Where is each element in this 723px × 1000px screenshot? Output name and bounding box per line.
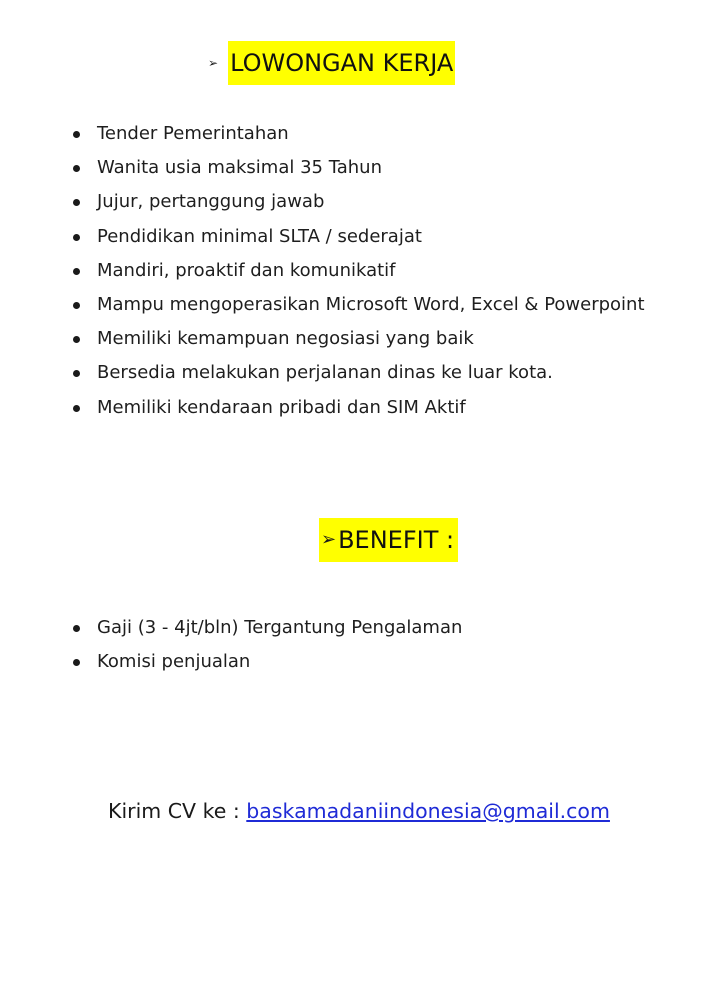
list-item: [72, 117, 645, 151]
bullet-dot-icon: [73, 268, 80, 275]
job-heading: [208, 41, 455, 85]
list-item: [72, 322, 645, 356]
list-item: [72, 645, 462, 679]
contact-line: [108, 795, 610, 827]
requirement-text: Bersedia melakukan perjalanan dinas ke luar kota.: [97, 362, 553, 384]
email-link[interactable]: baskamadaniindonesia@gmail.com: [246, 799, 610, 823]
requirement-text: Memiliki kendaraan pribadi dan SIM Aktif: [97, 396, 466, 418]
list-item: [72, 356, 645, 390]
bullet-dot-icon: [73, 302, 80, 309]
benefits-list: [72, 611, 462, 679]
job-heading-title: LOWONGAN KERJA: [228, 41, 455, 85]
bullet-dot-icon: [73, 199, 80, 206]
requirement-text: Jujur, pertanggung jawab: [97, 191, 325, 213]
list-item: [72, 611, 462, 645]
bullet-dot-icon: [73, 165, 80, 172]
list-item: [72, 254, 645, 288]
requirement-text: Tender Pemerintahan: [97, 123, 289, 144]
list-item: [72, 391, 645, 425]
arrow-bullet-icon: ➢: [208, 56, 219, 70]
bullet-dot-icon: [73, 370, 80, 377]
benefit-text: Komisi penjualan: [97, 651, 251, 673]
list-item: [72, 288, 645, 322]
requirement-text: Mandiri, proaktif dan komunikatif: [97, 259, 396, 281]
list-item: [72, 185, 645, 219]
benefit-text: Gaji (3 - 4jt/bln) Tergantung Pengalaman: [97, 617, 463, 638]
benefit-heading-title: BENEFIT :: [338, 526, 455, 554]
benefit-heading-highlight: [319, 518, 458, 562]
requirements-list: [72, 117, 645, 425]
requirement-text: Mampu mengoperasikan Microsoft Word, Excel & Powerpoint: [97, 293, 645, 315]
bullet-dot-icon: [73, 234, 80, 241]
list-item: [72, 151, 645, 185]
bullet-dot-icon: [73, 659, 80, 666]
bullet-dot-icon: [73, 405, 80, 412]
benefit-heading: [319, 518, 458, 562]
requirement-text: Wanita usia maksimal 35 Tahun: [97, 157, 382, 179]
arrow-bullet-icon: ➢: [321, 529, 337, 550]
bullet-dot-icon: [73, 336, 80, 343]
list-item: [72, 220, 645, 254]
bullet-dot-icon: [73, 625, 80, 632]
requirement-text: Memiliki kemampuan negosiasi yang baik: [97, 328, 474, 350]
contact-label: Kirim CV ke :: [108, 799, 247, 823]
bullet-dot-icon: [73, 131, 80, 138]
requirement-text: Pendidikan minimal SLTA / sederajat: [97, 225, 422, 247]
